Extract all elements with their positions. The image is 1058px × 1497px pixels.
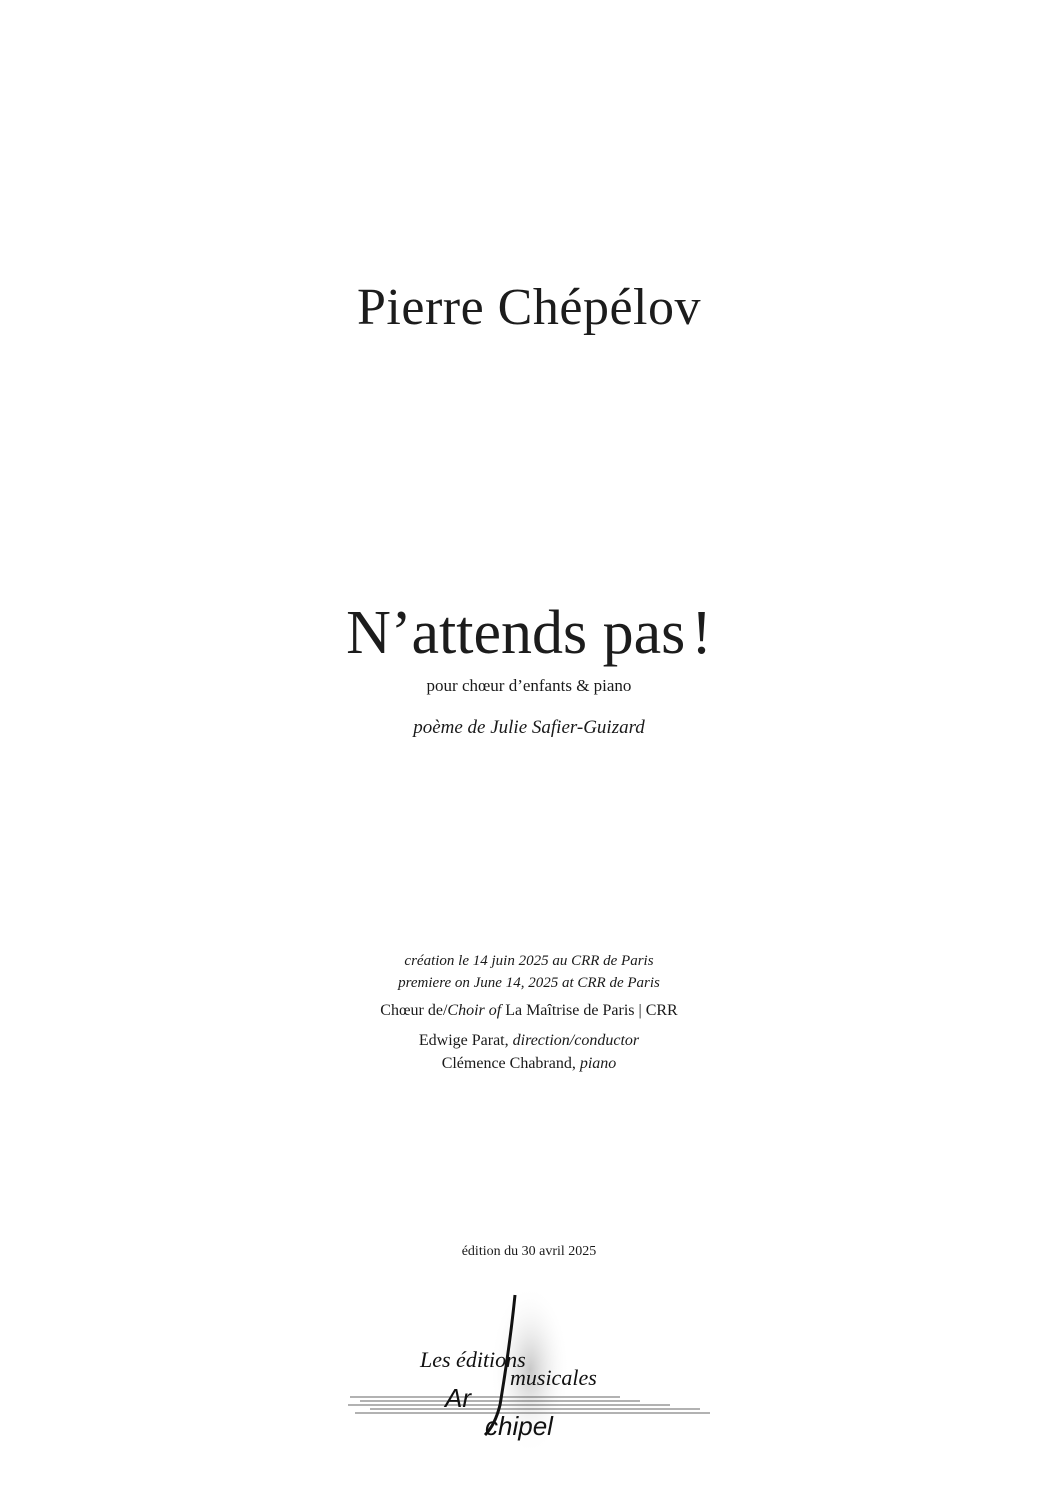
title-text: N’attends pas [346, 599, 686, 667]
choir-prefix: Chœur de/ [380, 1002, 448, 1019]
premiere-french: création le 14 juin 2025 au CRR de Paris [404, 953, 654, 969]
pianist-role: piano [579, 1055, 617, 1072]
pianist-credit [0, 1055, 1058, 1073]
work-title [0, 598, 1058, 669]
conductor-credit [0, 1032, 1058, 1050]
publisher-logo [340, 1285, 720, 1465]
choir-credit [0, 1002, 1058, 1020]
conductor-name: Edwige Parat, [418, 1032, 509, 1049]
composer-name: Pierre Chépélov [357, 279, 701, 336]
instrumentation-subtitle: pour chœur d’enfants & piano [426, 676, 632, 695]
premiere-english: premiere on June 14, 2025 at CRR de Paris [398, 975, 660, 991]
title-punctuation: ! [691, 599, 712, 667]
conductor-role: direction/conductor [512, 1032, 640, 1049]
edition-date: édition du 30 avril 2025 [461, 1244, 597, 1259]
logo-line3a: Ar [445, 1383, 471, 1413]
choir-name: La Maîtrise de Paris [505, 1002, 635, 1019]
logo-line1: Les éditions [420, 1347, 526, 1372]
poem-credit: poème de Julie Safier-Guizard [413, 717, 645, 738]
choir-suffix: CRR [645, 1002, 678, 1019]
logo-line2: musicales [510, 1365, 597, 1390]
logo-line3b: chipel [485, 1411, 553, 1441]
pianist-name: Clémence Chabrand, [441, 1055, 576, 1072]
choir-separator: | [638, 1002, 642, 1019]
choir-prefix-en: Choir of [447, 1002, 502, 1019]
